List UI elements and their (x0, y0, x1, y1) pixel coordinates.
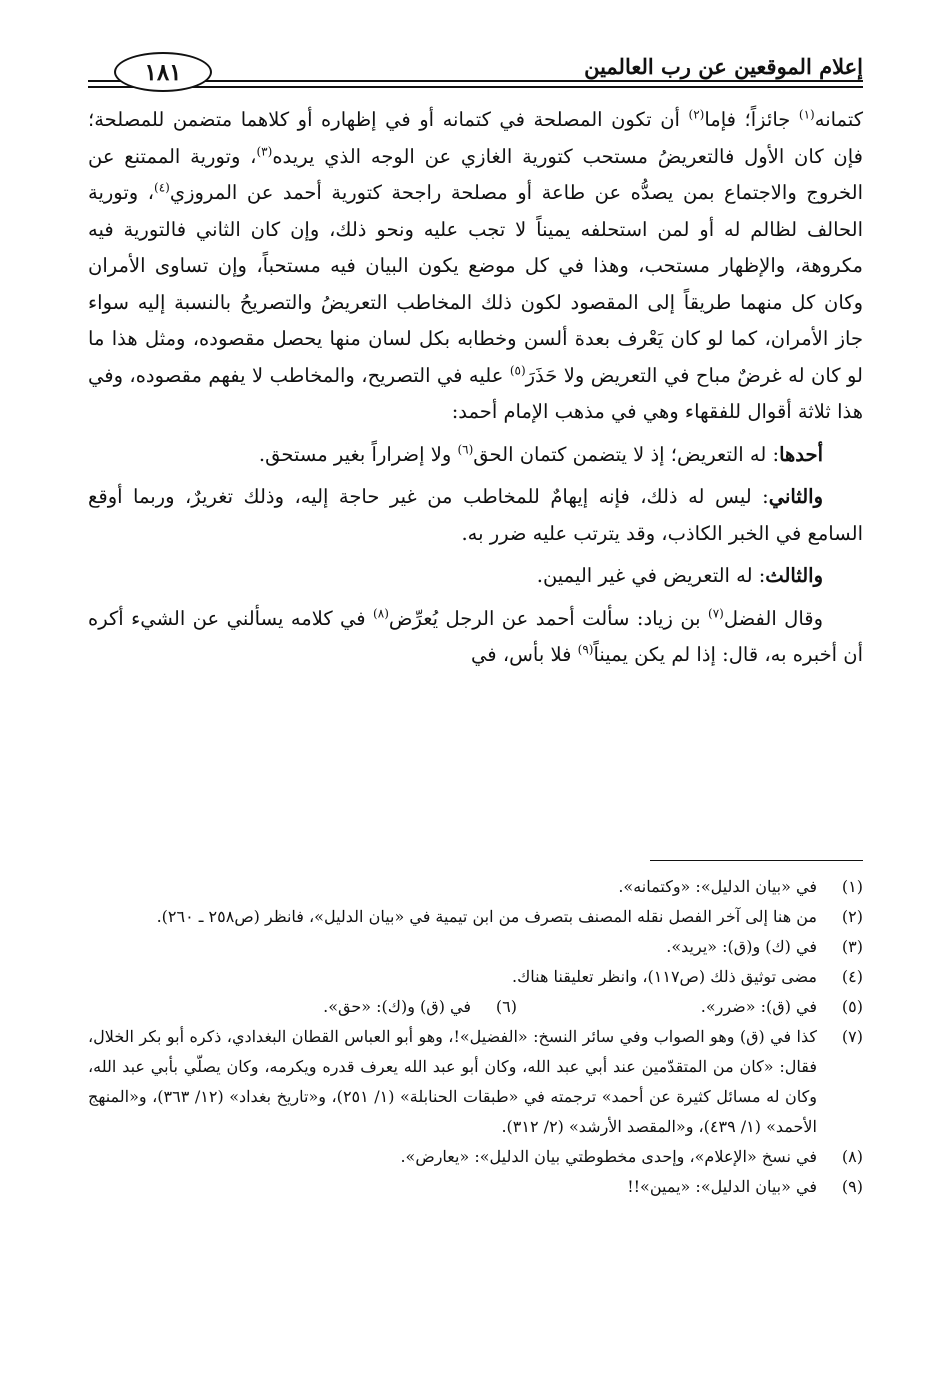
paragraph-label: والثالث (765, 564, 823, 587)
footnote-ref[interactable]: (٣) (256, 144, 273, 158)
footnote-item (88, 1022, 863, 1142)
text-run: جائزاً؛ فإما (704, 108, 799, 131)
footnote-number: (٨) (841, 1147, 863, 1166)
text-run: عليه في التصريح، والمخاطب لا يفهم مقصوده، وفي هذا ثلاثة أقوال للفقهاء وهي في مذهب الإمام أحمد: (88, 363, 863, 423)
footnote-item (88, 932, 863, 962)
book-title: إعلام الموقعين عن رب العالمين (584, 54, 863, 79)
footnote-item (517, 992, 863, 1022)
paragraph (88, 437, 863, 474)
paragraph (88, 102, 863, 431)
footnotes (88, 872, 863, 1202)
paragraph (88, 601, 863, 674)
footnote-text: في «بيان الدليل»: «يمين»!! (627, 1177, 817, 1196)
footnote-item (88, 1142, 863, 1172)
main-text (88, 102, 863, 674)
footnote-ref[interactable]: (٥) (509, 363, 526, 377)
header-rule (88, 86, 863, 88)
text-run: ، وتورية الممتنع عن الخروج والاجتماع بمن يصدُّه عن طاعة أو مصلحة راجحة كتورية أحمد عن المروزي (88, 144, 863, 204)
footnote-item (171, 992, 517, 1022)
text-run: ، وتورية الحالف لظالم له أو لمن استحلفه يميناً لا تجب عليه ونحو ذلك، وإن كان الثاني فالتورية فيه مكروهة، والإظهار مستحب، وهذا في كل موضع يكون البيان فيه مستحباً، وإن تساوى الأمران وكان كل منهما طريقاً إلى المقصود لكون ذلك المخاطب التعريضُ والتصريحُ بالنسبة إليه سواء جاز الأمران، كما لو كان يَعْرف بعدة ألسن وخطابه بكل لسان منها يحصل مقصوده، ومثل هذا ما لو كان له غرضٌ مباح في التعريض ولا حَذَرَ (88, 181, 864, 387)
footnote-number: (٥) (841, 997, 863, 1016)
footnote-text: في نسخ «الإعلام»، وإحدى مخطوطتي بيان الدليل»: «يعارض». (400, 1147, 817, 1166)
footnote-number: (١) (841, 877, 863, 896)
footnote-text: في «بيان الدليل»: «وكتمانه». (618, 877, 817, 896)
footnote-text: في (ق): «ضرر». (700, 997, 817, 1016)
page-header (88, 50, 863, 96)
footnote-number: (٩) (841, 1177, 863, 1196)
footnote-item (88, 872, 863, 902)
footnote-ref[interactable]: (٨) (373, 606, 389, 620)
footnote-number: (٧) (841, 1027, 863, 1046)
footnote-item (88, 902, 863, 932)
text-run: : ليس له ذلك، فإنه إيهامٌ للمخاطب من غير حاجة إليه، وذلك تغريرٌ، وربما أوقع السامع في الخبر الكاذب، وقد يترتب عليه ضرر به. (88, 485, 863, 545)
page-number: ١٨١ (114, 52, 212, 92)
footnote-ref[interactable]: (٧) (708, 606, 724, 620)
paragraph-label: والثاني (768, 485, 823, 508)
footnote-text: مضى توثيق ذلك (ص١١٧)، وانظر تعليقنا هناك. (512, 967, 817, 986)
text-run: أن تكون المصلحة في كتمانه أو في إظهاره أو كلاهما متضمن للمصلحة؛ فإن كان الأول فالتعريضُ مستحب كتورية الغازي عن الوجه الذي يريده (88, 108, 863, 168)
footnote-text: في (ك) و(ق): «يريد». (666, 937, 817, 956)
footnote-row (88, 992, 863, 1022)
footnote-item (88, 962, 863, 992)
footnote-number: (٣) (841, 937, 863, 956)
footnote-text: من هنا إلى آخر الفصل نقله المصنف بتصرف من ابن تيمية في «بيان الدليل»، فانظر (ص٢٥٨ ـ ٢٦٠). (156, 907, 817, 926)
text-run: كتمانه (814, 108, 863, 131)
paragraph (88, 558, 863, 595)
paragraph-label: أحدها (779, 442, 823, 466)
footnote-ref[interactable]: (٤) (154, 180, 170, 195)
text-run: في كلامه يسألني عن الشيء أكره أن أخبره به، قال: إذا لم يكن يميناً (88, 606, 863, 666)
text-run: وقال الفضل (723, 606, 824, 630)
footnote-number: (٢) (841, 907, 863, 926)
footnote-text: كذا في (ق) وهو الصواب وفي سائر النسخ: «الفضيل»!، وهو أبو العباس القطان البغدادي، ذكره أبو بكر الخلال، فقال: «كان من المتقدّمين عند أبي عبد الله، وكان أبو عبد الله يعرف قدره ويكرمه، وكان يصلّي بأبي عبد الله، وكان له مسائل كثيرة عن أحمد» ترجمته في «طبقات الحنابلة» (١/ ٢٥١)، و«تاريخ بغداد» (١٢/ ٣٦٣)، و«المنهج الأحمد» (١/ ٤٣٩)، و«المقصد الأرشد» (٢/ ٣١٢). (88, 1027, 818, 1136)
footnote-separator (650, 860, 863, 861)
text-run: ولا إضراراً بغير مستحق. (258, 442, 458, 466)
text-run: : له التعريض في غير اليمين. (536, 564, 766, 587)
paragraph (88, 479, 863, 552)
text-run: فلا بأس، في (471, 643, 578, 666)
footnote-ref[interactable]: (٢) (688, 107, 705, 122)
footnote-item (88, 1172, 863, 1202)
footnote-number: (٤) (841, 967, 863, 986)
text-run: : له التعريض؛ إذ لا يتضمن كتمان الحق (473, 442, 780, 466)
footnote-number: (٦) (495, 997, 517, 1016)
footnote-ref[interactable]: (٩) (577, 642, 594, 657)
text-run: بن زياد: سألت أحمد عن الرجل يُعرِّض (388, 606, 709, 630)
footnote-ref[interactable]: (١) (798, 107, 815, 122)
footnote-text: في (ق) و(ك): «حق». (323, 997, 471, 1016)
footnote-ref[interactable]: (٦) (457, 442, 474, 456)
